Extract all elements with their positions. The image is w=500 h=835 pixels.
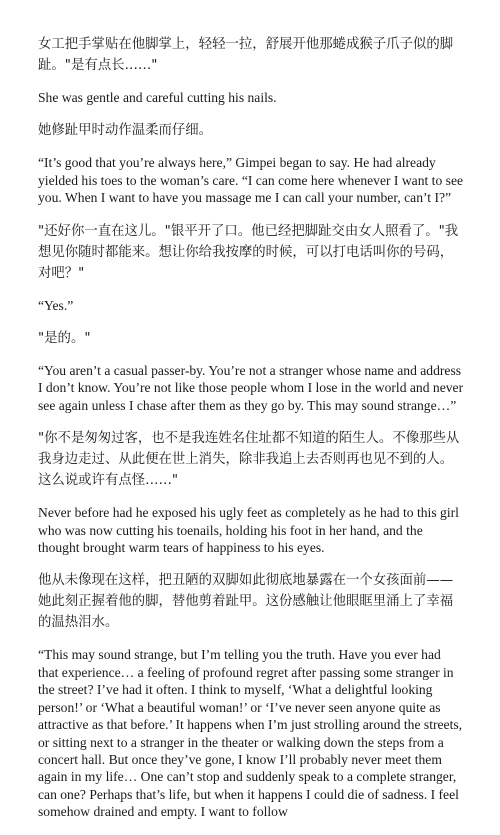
paragraph-en-6: “This may sound strange, but I’m telling you the truth. Have you ever had that experience… a feeling of profound regret after passing some stranger in the street? I’ve had it often. I think to myself, ‘What a delightful looking person!’ or ‘What a beautiful woman!’ or ‘I’ve never seen anyone quite as attractive as that before.’ It happens when I’m just strolling around the streets, or sitting next to a stranger in the theater or walking down the steps from a concert hall. But once they’ve gone, I know I’ll probably never meet them again in my life… One can’t stop and suddenly speak to a complete stranger, can one? Perhaps that’s life, but when it happens I could die of sadness. I feel somehow drained and empty. I want to follow: [38, 647, 463, 820]
paragraph-en-3: “Yes.”: [38, 297, 74, 313]
paragraph-zh-4: "是的。": [38, 331, 91, 347]
paragraph-zh-1: 女工把手掌贴在他脚掌上，轻轻一拉，舒展开他那蜷成猴子爪子似的脚趾。"是有点长……": [38, 37, 454, 73]
paragraph-zh-2: 她修趾甲时动作温柔而仔细。: [38, 123, 213, 139]
paragraph-zh-3: "还好你一直在这儿。"银平开了口。他已经把脚趾交由女人照看了。"我想见你随时都能来。想让你给我按摩的时候，可以打电话叫你的号码，对吧？": [38, 223, 459, 281]
paragraph-zh-6: 他从未像现在这样，把丑陋的双脚如此彻底地暴露在一个女孩面前——她此刻正握着他的脚，替他剪着趾甲。这份感触让他眼眶里涌上了幸福的温热泪水。: [38, 573, 454, 631]
paragraph-en-5: Never before had he exposed his ugly feet as completely as he had to this girl who was now cutting his toenails, holding his foot in her hand, and the thought brought warm tears of happiness to his eyes.: [38, 505, 459, 556]
document-page: [38, 34, 464, 835]
paragraph-en-4: “You aren’t a casual passer-by. You’re not a stranger whose name and address I don’t know. You’re not like those people whom I lose in the world and never see again unless I chase after them as they go by. This may sound strange…”: [38, 363, 464, 413]
paragraph-en-1: She was gentle and careful cutting his nails.: [38, 90, 277, 105]
paragraph-en-2: “It’s good that you’re always here,” Gimpei began to say. He had already yielded his toes to the woman’s care. “I can come here whenever I want to see you. When I want to have you massage me I can call your number, can’t I?”: [38, 155, 464, 206]
paragraph-zh-5: "你不是匆匆过客，也不是我连姓名住址都不知道的陌生人。不像那些从我身边走过、从此便在世上消失，除非我追上去否则再也见不到的人。这么说或许有点怪……": [38, 431, 460, 489]
